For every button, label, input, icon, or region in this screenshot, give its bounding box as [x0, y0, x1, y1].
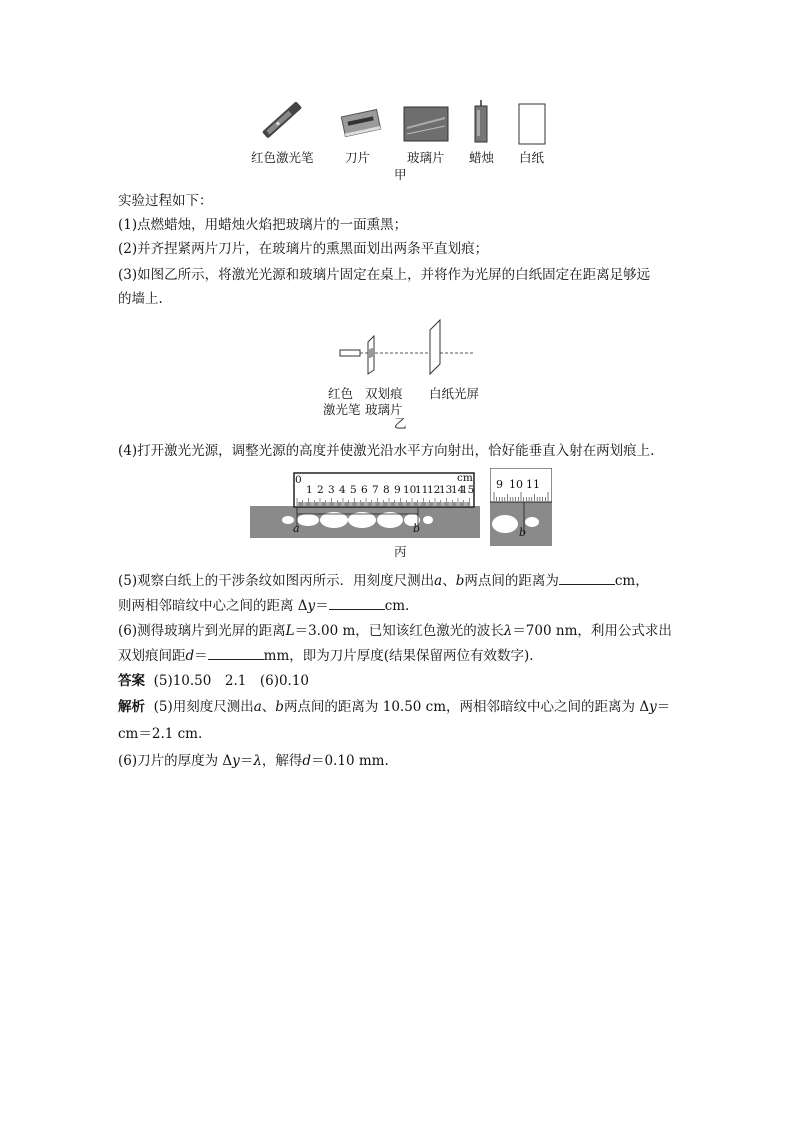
- ruler-tick-11: 11: [415, 484, 429, 496]
- zoom-point-b-label: b: [519, 526, 527, 539]
- q5-text-6: ＝: [315, 598, 329, 614]
- analysis-text-3: 两点间的距离为 10.50 cm，两相邻暗纹中心之间的距离为 Δ: [283, 699, 650, 715]
- analysis-text-1: (5)用刻度尺测出: [153, 699, 254, 715]
- question-6-line1: [118, 622, 672, 640]
- label-laser-pointer-yi: 激光笔: [323, 402, 361, 417]
- razor-blade-image: [340, 106, 382, 140]
- ruler-tick-13: 13: [439, 484, 453, 496]
- q5-text-4: cm，: [614, 573, 649, 589]
- q5-blank-distance[interactable]: [559, 571, 615, 585]
- analysis-var-y2: y: [232, 753, 240, 769]
- ruler-tick-10: 10: [403, 484, 417, 496]
- label-razor-blade: 刀片: [345, 150, 371, 165]
- q6-text-4: 双划痕间距: [118, 648, 186, 664]
- ruler-tick-14: 14: [451, 484, 465, 496]
- analysis-text-5: (6)刀片的厚度为 Δ: [118, 753, 233, 769]
- question-5-line2: [118, 596, 409, 615]
- analysis-text-4: ＝: [656, 699, 671, 715]
- analysis-line1: [118, 698, 670, 716]
- ruler-tick-2: 2: [317, 484, 324, 496]
- ruler-unit: cm: [457, 472, 473, 484]
- ruler-tick-7: 7: [372, 484, 379, 496]
- procedure-step-4: (4)打开激光光源，调整光源的高度并使激光沿水平方向射出，恰好能垂直入射在两划痕上.: [118, 443, 655, 459]
- procedure-intro: 实验过程如下：: [118, 193, 213, 209]
- ruler-tick-1: 1: [306, 484, 313, 496]
- analysis-var-a: a: [253, 699, 262, 715]
- glass-plate-image: [403, 106, 449, 142]
- q5-text-5: 则两相邻暗纹中心之间的距离 Δ: [118, 598, 308, 614]
- laser-source-shape: [340, 350, 360, 356]
- label-glass-plate-yi: 玻璃片: [365, 402, 403, 417]
- analysis-var-d: d: [302, 753, 312, 769]
- analysis-line3: [118, 752, 389, 770]
- procedure-step-1: (1)点燃蜡烛，用蜡烛火焰把玻璃片的一面熏黑；: [118, 217, 408, 233]
- analysis-label: 解析: [118, 699, 145, 715]
- procedure-step-3-line2: 的墙上.: [118, 291, 163, 307]
- zoom-tick-11: 11: [526, 478, 540, 491]
- label-white-paper: 白纸: [519, 150, 545, 165]
- q6-var-L: L: [285, 623, 295, 639]
- question-5-line1: [118, 571, 649, 590]
- q6-var-d: d: [185, 648, 195, 664]
- analysis-text-8: ＝0.10 mm.: [311, 753, 389, 769]
- glass-plate-shape: [368, 336, 374, 374]
- ruler-tick-9: 9: [394, 484, 401, 496]
- label-candle: 蜡烛: [469, 150, 495, 165]
- zoom-tick-9: 9: [496, 478, 503, 491]
- figure-yi-caption: 乙: [394, 416, 407, 431]
- setup-diagram: [330, 316, 490, 378]
- figure-bing-caption: 丙: [394, 544, 407, 559]
- question-6-line2: [118, 646, 534, 665]
- q6-var-lambda: λ: [503, 623, 513, 639]
- answer-line: [118, 672, 309, 690]
- answer-label: 答案: [118, 673, 145, 689]
- q6-text-3: ＝700 nm，利用公式求出: [512, 623, 672, 639]
- zoom-tick-10: 10: [509, 478, 523, 491]
- label-glass-plate: 玻璃片: [407, 150, 445, 165]
- analysis-text-6: ＝: [239, 753, 254, 769]
- ruler-tick-8: 8: [383, 484, 390, 496]
- procedure-step-3-line1: (3)如图乙所示，将激光光源和玻璃片固定在桌上，并将作为光屏的白纸固定在距离足够远: [118, 267, 651, 283]
- q5-text-3: 两点间的距离为: [464, 573, 559, 589]
- analysis-text-2: 、: [261, 699, 276, 715]
- q6-text-2: ＝3.00 m，已知该红色激光的波长: [294, 623, 504, 639]
- q5-var-y: y: [307, 598, 316, 614]
- q5-text-2: 、: [442, 573, 456, 589]
- ruler-tick-15: 15: [461, 484, 475, 496]
- q5-blank-spacing[interactable]: [329, 596, 385, 610]
- label-laser-red: 红色: [328, 386, 354, 401]
- ruler-tick-0: 0: [295, 474, 302, 486]
- analysis-line2: cm＝2.1 cm.: [118, 726, 203, 742]
- screen-shape: [430, 320, 440, 374]
- ruler-tick-5: 5: [350, 484, 357, 496]
- analysis-var-y: y: [649, 699, 657, 715]
- label-white-screen: 白纸光屏: [429, 386, 480, 401]
- point-b-label: b: [413, 522, 421, 535]
- q6-text-6: mm，即为刀片厚度(结果保留两位有效数字).: [263, 648, 534, 664]
- white-paper-image: [518, 103, 546, 145]
- q6-blank-thickness[interactable]: [208, 646, 264, 660]
- procedure-step-2: (2)并齐捏紧两片刀片，在玻璃片的熏黑面划出两条平直划痕；: [118, 241, 489, 257]
- candle-image: [473, 98, 489, 144]
- q6-text-1: (6)测得玻璃片到光屏的距离: [118, 623, 286, 639]
- ruler-tick-3: 3: [328, 484, 335, 496]
- ruler-tick-4: 4: [339, 484, 346, 496]
- figure-jia-caption: 甲: [394, 167, 407, 182]
- analysis-var-lambda: λ: [253, 753, 262, 769]
- label-double-scratch: 双划痕: [365, 386, 403, 401]
- q5-var-a: a: [434, 573, 443, 589]
- analysis-var-b: b: [275, 699, 284, 715]
- q6-text-5: ＝: [194, 648, 208, 664]
- label-laser-pointer: 红色激光笔: [251, 150, 314, 165]
- analysis-text-7: ，解得: [261, 753, 303, 769]
- ruler-tick-labels: [293, 472, 475, 496]
- laser-pointer-image: [258, 98, 308, 144]
- q5-text-1: (5)观察白纸上的干涉条纹如图丙所示．用刻度尺测出: [118, 573, 435, 589]
- ruler-tick-12: 12: [427, 484, 441, 496]
- ruler-tick-6: 6: [361, 484, 368, 496]
- q5-text-7: cm.: [384, 598, 410, 614]
- point-a-label: a: [293, 522, 300, 535]
- answer-text: (5)10.50 2.1 (6)0.10: [153, 673, 310, 689]
- q5-var-b: b: [455, 573, 465, 589]
